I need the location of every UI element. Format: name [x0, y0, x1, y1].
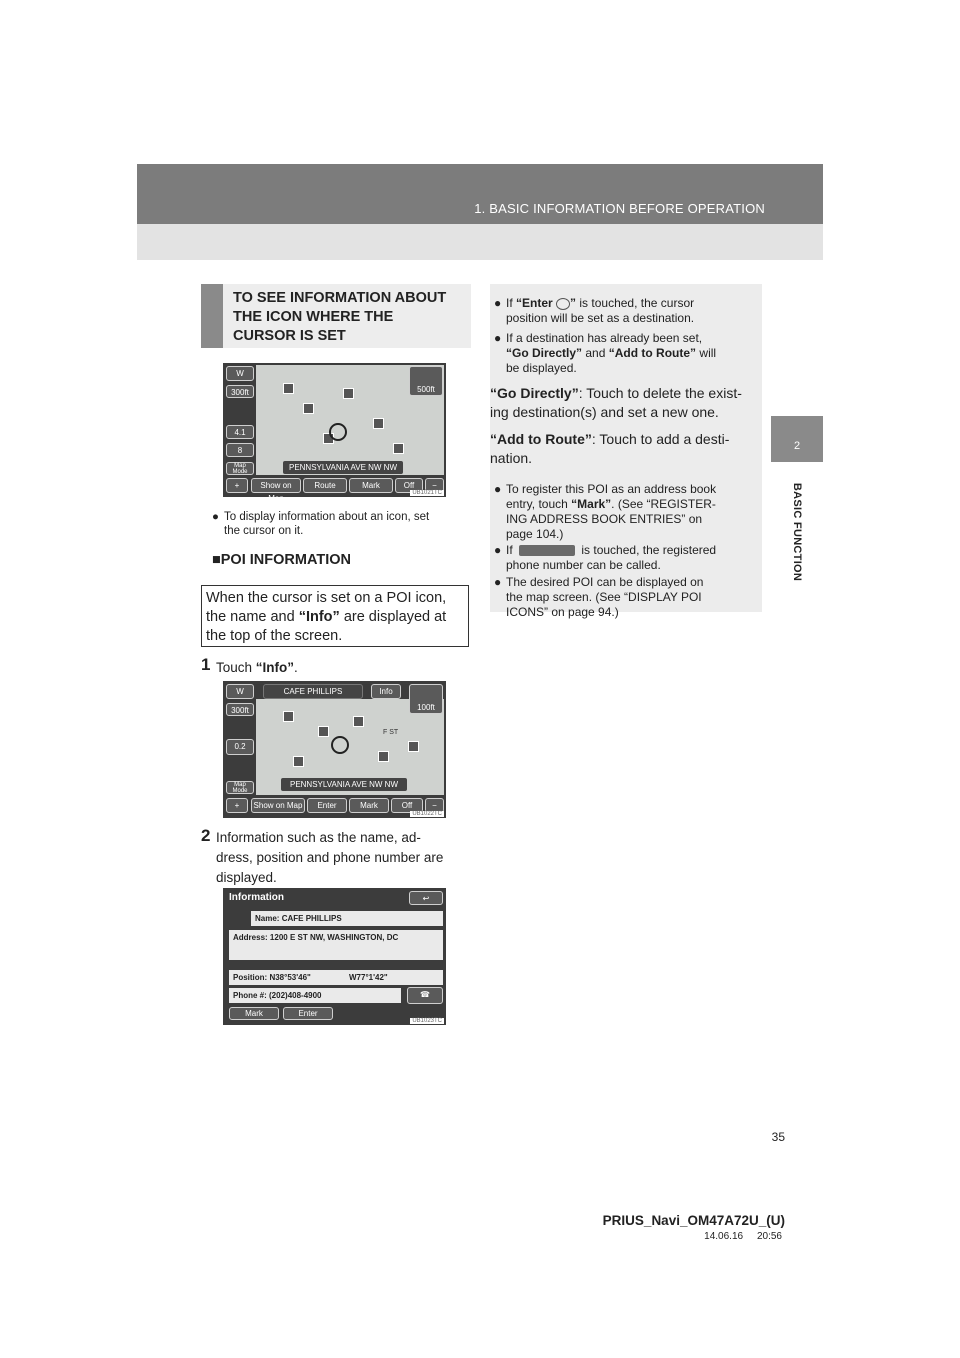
- bullet-line: ICONS” on page 94.): [506, 605, 619, 619]
- bullet-line: be displayed.: [506, 361, 577, 375]
- info-value: N38°53'46": [269, 973, 311, 982]
- info-value: (202)408-4900: [269, 991, 322, 1000]
- zoom-out-button: −: [425, 798, 444, 813]
- bullet-line: phone number can be called.: [506, 558, 661, 572]
- bullet-text-part: If: [506, 543, 513, 557]
- manual-code: PRIUS_Navi_OM47A72U_(U): [602, 1213, 785, 1228]
- section-heading: [233, 289, 469, 346]
- mark-button: Mark: [349, 478, 393, 493]
- section-heading-line: TO SEE INFORMATION ABOUT: [233, 290, 447, 306]
- back-button: ↩: [409, 891, 443, 905]
- step-text-bold: “Info”: [255, 660, 295, 675]
- step-text-part: Touch: [216, 660, 256, 675]
- bullet-line: If a destination has already been set,: [506, 331, 703, 345]
- mark-button: Mark: [229, 1007, 279, 1020]
- right-paragraph: [490, 384, 762, 422]
- note-text: [206, 589, 468, 646]
- right-bullet: [494, 296, 760, 328]
- info-label: Phone #:: [233, 991, 267, 1000]
- section-heading-bar: [201, 284, 223, 348]
- step-number: 2: [201, 826, 211, 845]
- screenshot-map-cursor: [223, 363, 446, 503]
- poi-icon: [318, 726, 329, 737]
- sub-heading-text: POI INFORMATION: [220, 552, 351, 568]
- poi-icon: [293, 756, 304, 767]
- distance-button: 100ft: [409, 684, 443, 714]
- note-text-bold: “Info”: [298, 609, 340, 625]
- paragraph-line: ing destination(s) and set a new one.: [490, 404, 719, 420]
- bullet-line: the cursor on it.: [224, 525, 304, 537]
- note-line: the top of the screen.: [206, 628, 343, 644]
- note-text-part: are displayed at: [339, 609, 447, 625]
- bullet-line: [506, 346, 716, 361]
- off-button: Off: [395, 478, 423, 493]
- chapter-tab-label-wrap: [771, 462, 823, 602]
- bullet-icon: ●: [494, 575, 502, 589]
- info-value-2: 8: [226, 443, 254, 457]
- bullet-icon: ●: [494, 482, 502, 496]
- info-value: CAFE PHILLIPS: [281, 914, 342, 923]
- poi-icon: [393, 443, 404, 454]
- bullet-icon: ●: [494, 296, 502, 310]
- right-bullet: [494, 482, 760, 542]
- bullet-line: To display information about an icon, set: [224, 511, 430, 523]
- compass-button: W: [226, 684, 254, 699]
- step-line: Information such as the name, ad-: [216, 830, 421, 845]
- bullet-text-part: . (See “REGISTER-: [611, 497, 716, 511]
- step-line: dress, position and phone number are: [216, 850, 444, 865]
- bullet-text-part: and: [582, 346, 609, 360]
- poi-icon: [353, 716, 364, 727]
- mark-button: Mark: [349, 798, 389, 813]
- phone-icon: ☎: [420, 990, 430, 999]
- header-subband: [137, 224, 823, 260]
- bullet-text-bold: ”: [570, 296, 577, 310]
- chapter-tab-number: 2: [793, 440, 801, 452]
- bullet-line: [506, 543, 716, 558]
- bullet-text: [212, 510, 472, 540]
- poi-icon: [378, 751, 389, 762]
- road-name: PENNSYLVANIA AVE NW NW: [283, 461, 403, 474]
- step-line: displayed.: [216, 870, 277, 885]
- right-bullet: [494, 543, 760, 575]
- info-value: 0.2: [226, 739, 254, 755]
- off-button: Off: [391, 798, 423, 813]
- road-name: PENNSYLVANIA AVE NW NW: [281, 778, 407, 791]
- bullet-text-bold: “Enter: [516, 296, 553, 310]
- note-line: When the cursor is set on a POI icon,: [206, 590, 447, 606]
- sub-heading: [212, 552, 351, 568]
- bullet-text-part: is touched, the cursor: [576, 296, 695, 310]
- figure-code: UB1022TC: [412, 811, 442, 817]
- bullet-text-part: is touched, the registered: [581, 543, 717, 557]
- compass-button: W: [226, 366, 254, 381]
- info-label: Address:: [233, 933, 268, 942]
- bullet-text-part: entry, touch: [506, 497, 572, 511]
- right-bullet: [494, 331, 760, 377]
- scale-button: 300ft: [226, 703, 254, 716]
- enter-button: Enter: [307, 798, 347, 813]
- right-bullet: [494, 575, 760, 621]
- info-value: W77°1'42": [349, 973, 388, 982]
- poi-icon: [343, 388, 354, 399]
- info-row-address: [229, 930, 443, 960]
- square-icon: ■: [212, 552, 221, 568]
- cursor-icon: [329, 423, 347, 441]
- info-value: 4.1: [226, 425, 254, 439]
- zoom-in-button: +: [226, 478, 248, 493]
- info-row-phone: [229, 988, 401, 1003]
- info-button: Info: [371, 684, 401, 699]
- bullet-line: To register this POI as an address book: [506, 482, 717, 496]
- figure-code: UB1021TC: [412, 490, 442, 496]
- bullet-icon: ●: [494, 331, 502, 345]
- enter-icon: [556, 298, 570, 310]
- bullet-line: position will be set as a destination.: [506, 311, 695, 325]
- bullet-line: the map screen. (See “DISPLAY POI: [506, 590, 702, 604]
- info-value: 1200 E ST NW, WASHINGTON, DC: [269, 933, 399, 942]
- poi-icon: [303, 403, 314, 414]
- bullet-line: ING ADDRESS BOOK ENTRIES” on: [506, 512, 703, 526]
- print-timestamp: 14.06.16 20:56: [704, 1231, 782, 1242]
- zoom-in-button: +: [226, 798, 248, 813]
- screenshot-poi-info: [223, 681, 446, 818]
- paragraph-line: nation.: [490, 450, 533, 466]
- bullet-text-part: will: [696, 346, 717, 360]
- paragraph-text: : Touch to add a desti-: [591, 431, 730, 447]
- poi-icon: [283, 711, 294, 722]
- paragraph-text: : Touch to delete the exist-: [578, 385, 742, 401]
- step-text: [216, 658, 298, 678]
- figure-code: UB1023TC: [412, 1018, 442, 1024]
- map-mode-button: Map Mode: [226, 781, 254, 794]
- chapter-tab: [771, 416, 823, 462]
- page-number: 35: [771, 1130, 785, 1144]
- street-label: F ST: [383, 729, 399, 736]
- info-row-position: [229, 970, 443, 985]
- distance-button: 500ft: [409, 366, 443, 396]
- bullet-line: [506, 497, 716, 512]
- paragraph-line: [490, 430, 762, 449]
- screenshot-information: [223, 888, 446, 1025]
- poi-title: CAFE PHILLIPS: [263, 684, 363, 699]
- paragraph-bold: “Add to Route”: [490, 431, 592, 447]
- route-button: Route: [303, 478, 347, 493]
- call-button: [407, 987, 443, 1004]
- enter-button: Enter: [283, 1007, 333, 1020]
- section-heading-line: THE ICON WHERE THE: [233, 309, 394, 325]
- chapter-title: 1. BASIC INFORMATION BEFORE OPERATION: [474, 201, 765, 216]
- bullet-icon: ●: [494, 543, 502, 557]
- step-text-part: .: [294, 660, 298, 675]
- show-on-map-button: Show on Map: [251, 478, 301, 493]
- paragraph-bold: “Go Directly”: [490, 385, 579, 401]
- bullet-text-bold: “Go Directly”: [506, 346, 583, 360]
- section-heading-line: CURSOR IS SET: [233, 328, 346, 344]
- info-label: Position:: [233, 973, 268, 982]
- bullet-text-bold: “Add to Route”: [608, 346, 697, 360]
- step-number: 1: [201, 655, 211, 674]
- bullet-line: page 104.): [506, 527, 564, 541]
- phone-button-icon: [519, 545, 575, 556]
- map-mode-button: Map Mode: [226, 462, 254, 475]
- info-row-name: [251, 911, 443, 926]
- bullet-text-bold: “Mark”: [571, 497, 612, 511]
- zoom-out-button: −: [425, 478, 444, 493]
- bullet-line: [506, 296, 758, 311]
- info-label: Name:: [255, 914, 280, 923]
- chapter-tab-label: BASIC FUNCTION: [791, 482, 803, 582]
- step-text: [216, 828, 472, 888]
- bullet-text-part: If: [506, 296, 517, 310]
- bullet-line: The desired POI can be displayed on: [506, 575, 704, 589]
- info-title: Information: [229, 892, 284, 903]
- note-text-part: the name and: [206, 609, 299, 625]
- poi-icon: [283, 383, 294, 394]
- note-line: [206, 608, 468, 627]
- cursor-icon: [331, 736, 349, 754]
- right-paragraph: [490, 430, 762, 468]
- poi-icon: [408, 741, 419, 752]
- bullet-icon: ●: [212, 511, 219, 523]
- show-on-map-button: Show on Map: [251, 798, 305, 813]
- poi-icon: [373, 418, 384, 429]
- paragraph-line: [490, 384, 762, 403]
- scale-button: 300ft: [226, 385, 254, 398]
